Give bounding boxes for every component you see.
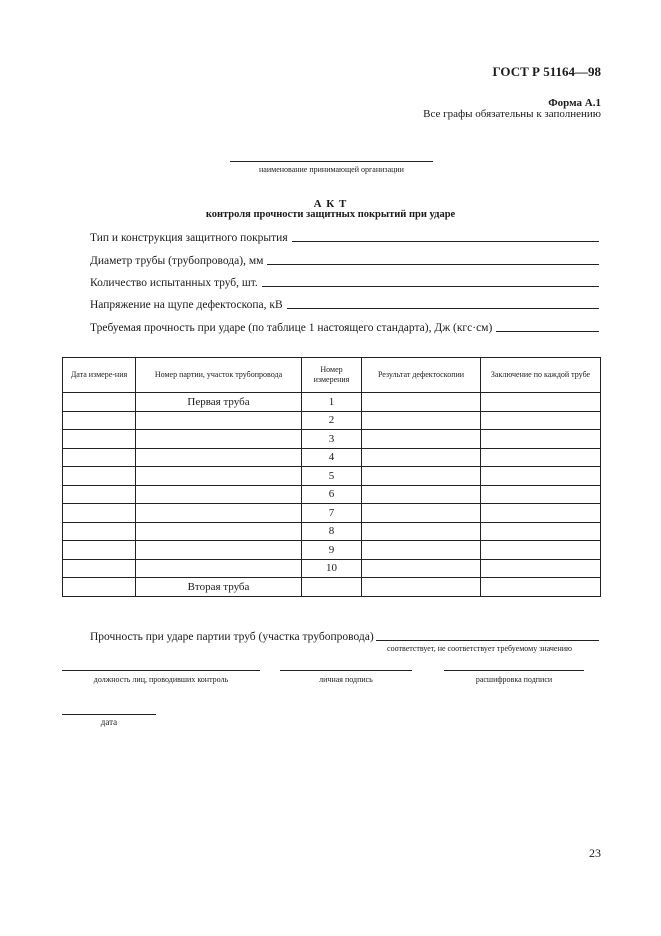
cell-result[interactable] xyxy=(362,522,481,541)
cell-batch[interactable] xyxy=(136,541,302,560)
position-line[interactable] xyxy=(62,670,260,671)
cell-date[interactable] xyxy=(63,504,136,523)
signature-line[interactable] xyxy=(280,670,412,671)
measurement-table xyxy=(62,357,601,597)
cell-date[interactable] xyxy=(63,485,136,504)
field-fill-line[interactable] xyxy=(262,276,599,287)
cell-conclusion[interactable] xyxy=(481,541,601,560)
cell-date[interactable] xyxy=(63,541,136,560)
field-fill-line[interactable] xyxy=(267,254,599,265)
cell-measurement-number[interactable] xyxy=(302,578,362,597)
cell-result[interactable] xyxy=(362,559,481,578)
cell-conclusion[interactable] xyxy=(481,504,601,523)
field-coating-type xyxy=(90,231,599,244)
cell-result[interactable] xyxy=(362,430,481,449)
organization-line[interactable] xyxy=(230,161,433,162)
cell-result[interactable] xyxy=(362,504,481,523)
cell-measurement-number: 8 xyxy=(302,522,362,541)
field-label: Диаметр трубы (трубопровода), мм xyxy=(90,255,264,267)
table-row xyxy=(63,393,601,412)
organization-caption: наименование принимающей организации xyxy=(259,165,404,174)
cell-result[interactable] xyxy=(362,578,481,597)
cell-date[interactable] xyxy=(63,411,136,430)
field-label: Тип и конструкция защитного покрытия xyxy=(90,232,288,244)
field-label: Напряжение на щупе дефектоскопа, кВ xyxy=(90,299,283,311)
form-label: Форма А.1 xyxy=(548,97,601,109)
cell-conclusion[interactable] xyxy=(481,467,601,486)
table-row xyxy=(63,522,601,541)
decoding-caption: расшифровка подписи xyxy=(475,675,553,684)
cell-date[interactable] xyxy=(63,578,136,597)
cell-batch[interactable] xyxy=(136,430,302,449)
table-row xyxy=(63,504,601,523)
strength-conclusion-field xyxy=(90,630,599,643)
cell-measurement-number: 3 xyxy=(302,430,362,449)
mandatory-note: Все графы обязательны к заполнению xyxy=(423,108,601,120)
cell-measurement-number: 7 xyxy=(302,504,362,523)
table-row xyxy=(63,430,601,449)
field-pipe-diameter xyxy=(90,254,599,267)
field-probe-voltage xyxy=(90,298,599,311)
cell-conclusion[interactable] xyxy=(481,393,601,412)
cell-conclusion[interactable] xyxy=(481,448,601,467)
table-row xyxy=(63,448,601,467)
header-conclusion: Заключение по каждой трубе xyxy=(481,358,601,393)
cell-conclusion[interactable] xyxy=(481,430,601,449)
field-fill-line[interactable] xyxy=(287,298,599,309)
strength-caption: соответствует, не соответствует требуемому значению xyxy=(387,644,572,653)
cell-batch[interactable] xyxy=(136,522,302,541)
cell-measurement-number: 4 xyxy=(302,448,362,467)
cell-conclusion[interactable] xyxy=(481,522,601,541)
cell-batch: Первая труба xyxy=(136,393,302,412)
cell-conclusion[interactable] xyxy=(481,485,601,504)
date-caption: дата xyxy=(100,717,118,727)
document-title: А К Т xyxy=(313,198,348,210)
table-row xyxy=(63,578,601,597)
field-fill-line[interactable] xyxy=(496,321,599,332)
cell-measurement-number: 10 xyxy=(302,559,362,578)
table-row xyxy=(63,541,601,560)
table-header-row xyxy=(63,358,601,393)
cell-date[interactable] xyxy=(63,467,136,486)
cell-batch: Вторая труба xyxy=(136,578,302,597)
page-number: 23 xyxy=(589,846,601,860)
cell-date[interactable] xyxy=(63,430,136,449)
cell-result[interactable] xyxy=(362,393,481,412)
document-subtitle: контроля прочности защитных покрытий при ударе xyxy=(205,209,456,220)
cell-batch[interactable] xyxy=(136,485,302,504)
cell-measurement-number: 2 xyxy=(302,411,362,430)
cell-result[interactable] xyxy=(362,485,481,504)
cell-measurement-number: 9 xyxy=(302,541,362,560)
strength-fill-line[interactable] xyxy=(376,630,599,641)
field-required-strength xyxy=(90,321,599,334)
cell-conclusion[interactable] xyxy=(481,411,601,430)
cell-conclusion[interactable] xyxy=(481,578,601,597)
header-date: Дата измере-ния xyxy=(63,358,136,393)
cell-batch[interactable] xyxy=(136,504,302,523)
cell-date[interactable] xyxy=(63,393,136,412)
field-fill-line[interactable] xyxy=(292,231,599,242)
field-label: Количество испытанных труб, шт. xyxy=(90,277,258,289)
cell-date[interactable] xyxy=(63,522,136,541)
standard-number: ГОСТ Р 51164—98 xyxy=(492,64,601,79)
date-line[interactable] xyxy=(62,714,156,715)
header-measurement-number: Номер измерения xyxy=(302,358,362,393)
cell-measurement-number: 1 xyxy=(302,393,362,412)
field-pipe-count xyxy=(90,276,599,289)
table-row xyxy=(63,485,601,504)
header-inspection-result: Результат дефектоскопии xyxy=(362,358,481,393)
cell-batch[interactable] xyxy=(136,467,302,486)
strength-label: Прочность при ударе партии труб (участка трубопровода) xyxy=(90,631,374,643)
cell-batch[interactable] xyxy=(136,448,302,467)
cell-measurement-number: 5 xyxy=(302,467,362,486)
cell-conclusion[interactable] xyxy=(481,559,601,578)
cell-date[interactable] xyxy=(63,448,136,467)
cell-date[interactable] xyxy=(63,559,136,578)
header-batch: Номер партии, участок трубопровода xyxy=(136,358,302,393)
table-row xyxy=(63,559,601,578)
position-caption: должность лиц, проводивших контроль xyxy=(93,675,229,684)
cell-batch[interactable] xyxy=(136,559,302,578)
table-row xyxy=(63,467,601,486)
cell-measurement-number: 6 xyxy=(302,485,362,504)
cell-batch[interactable] xyxy=(136,411,302,430)
signature-caption: личная подпись xyxy=(319,675,373,684)
cell-result[interactable] xyxy=(362,467,481,486)
cell-result[interactable] xyxy=(362,541,481,560)
field-label: Требуемая прочность при ударе (по таблице 1 настоящего стандарта), Дж (кгс·см) xyxy=(90,322,493,334)
cell-result[interactable] xyxy=(362,411,481,430)
cell-result[interactable] xyxy=(362,448,481,467)
table-row xyxy=(63,411,601,430)
decoding-line[interactable] xyxy=(444,670,584,671)
